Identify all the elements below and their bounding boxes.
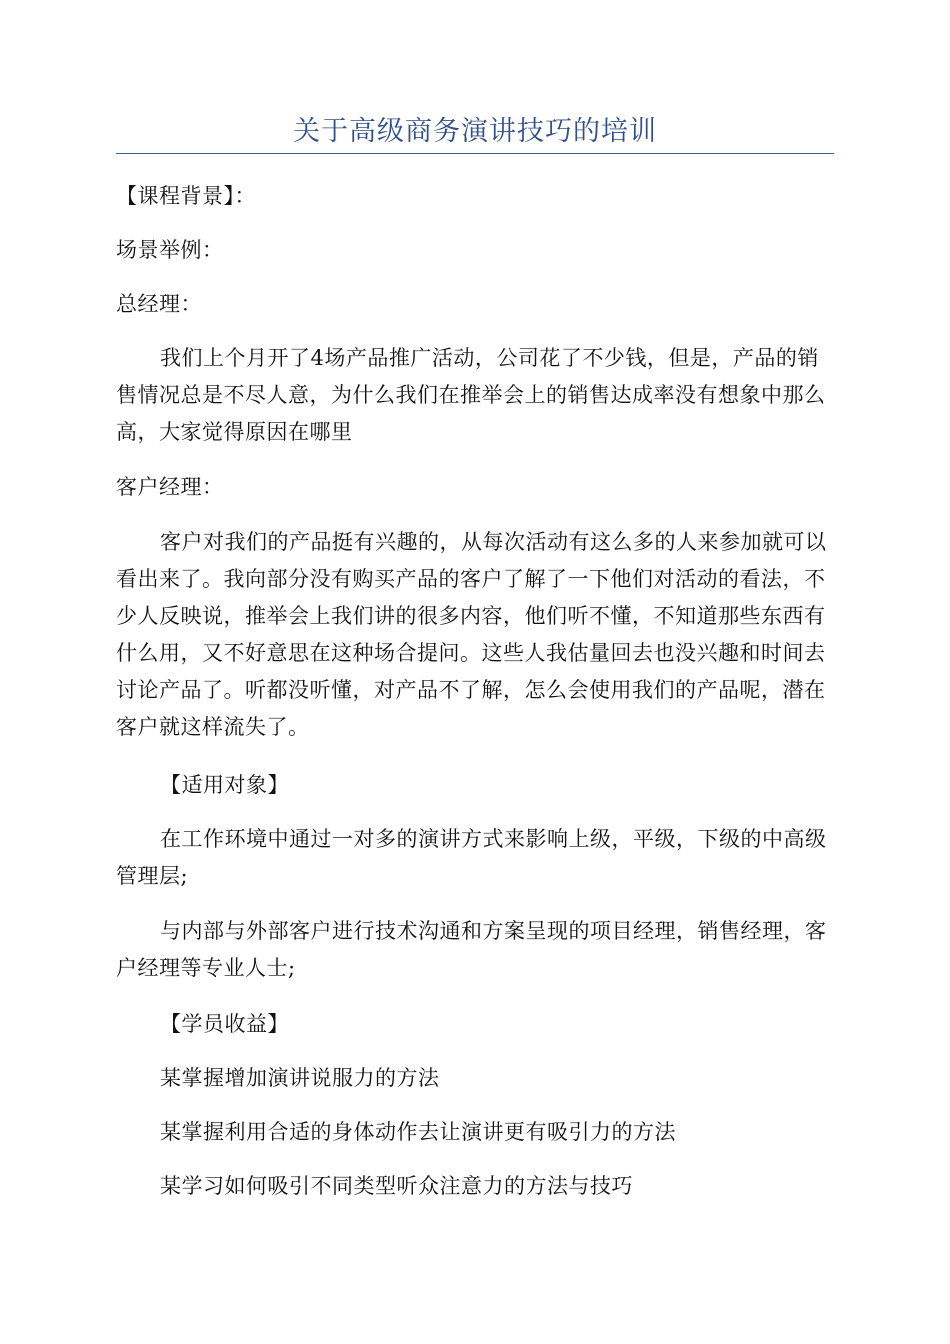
audience-heading: 【适用对象】 bbox=[160, 773, 289, 797]
audience-item-2: 与内部与外部客户进行技术沟通和方案呈现的项目经理，销售经理，客户经理等专业人士; bbox=[116, 919, 827, 980]
benefit-item-2: 某掌握利用合适的身体动作去让演讲更有吸引力的方法 bbox=[160, 1120, 676, 1144]
cm-paragraph: 客户对我们的产品挺有兴趣的，从每次活动有这么多的人来参加就可以看出来了。我向部分没有购买产品的客户了解了一下他们对活动的看法，不少人反映说，推举会上我们讲的很多内容，他们听不懂，不知道那些东西有什么用，又不好意思在这种场合提问。这些人我估量回去也没兴趣和时间去讨论产品了。听都没听懂，对产品不了解，怎么会使用我们的产品呢，潜在客户就这样流失了。 bbox=[116, 530, 827, 739]
title-underline bbox=[116, 153, 834, 154]
benefits-heading: 【学员收益】 bbox=[160, 1012, 289, 1036]
document-title: 关于高级商务演讲技巧的培训 bbox=[293, 116, 657, 147]
scenario-label: 场景举例： bbox=[116, 238, 224, 262]
gm-label: 总经理： bbox=[116, 292, 202, 316]
cm-label: 客户经理： bbox=[116, 475, 224, 499]
audience-item-1: 在工作环境中通过一对多的演讲方式来影响上级，平级，下级的中高级管理层; bbox=[116, 827, 827, 888]
gm-paragraph: 我们上个月开了4场产品推广活动，公司花了不少钱，但是，产品的销售情况总是不尽人意，为什么我们在推举会上的销售达成率没有想象中那么高，大家觉得原因在哪里 bbox=[116, 346, 826, 444]
benefit-item-3: 某学习如何吸引不同类型听众注意力的方法与技巧 bbox=[160, 1174, 633, 1198]
benefit-item-1: 某掌握增加演讲说服力的方法 bbox=[160, 1066, 440, 1090]
background-heading: 【课程背景】： bbox=[116, 184, 256, 208]
